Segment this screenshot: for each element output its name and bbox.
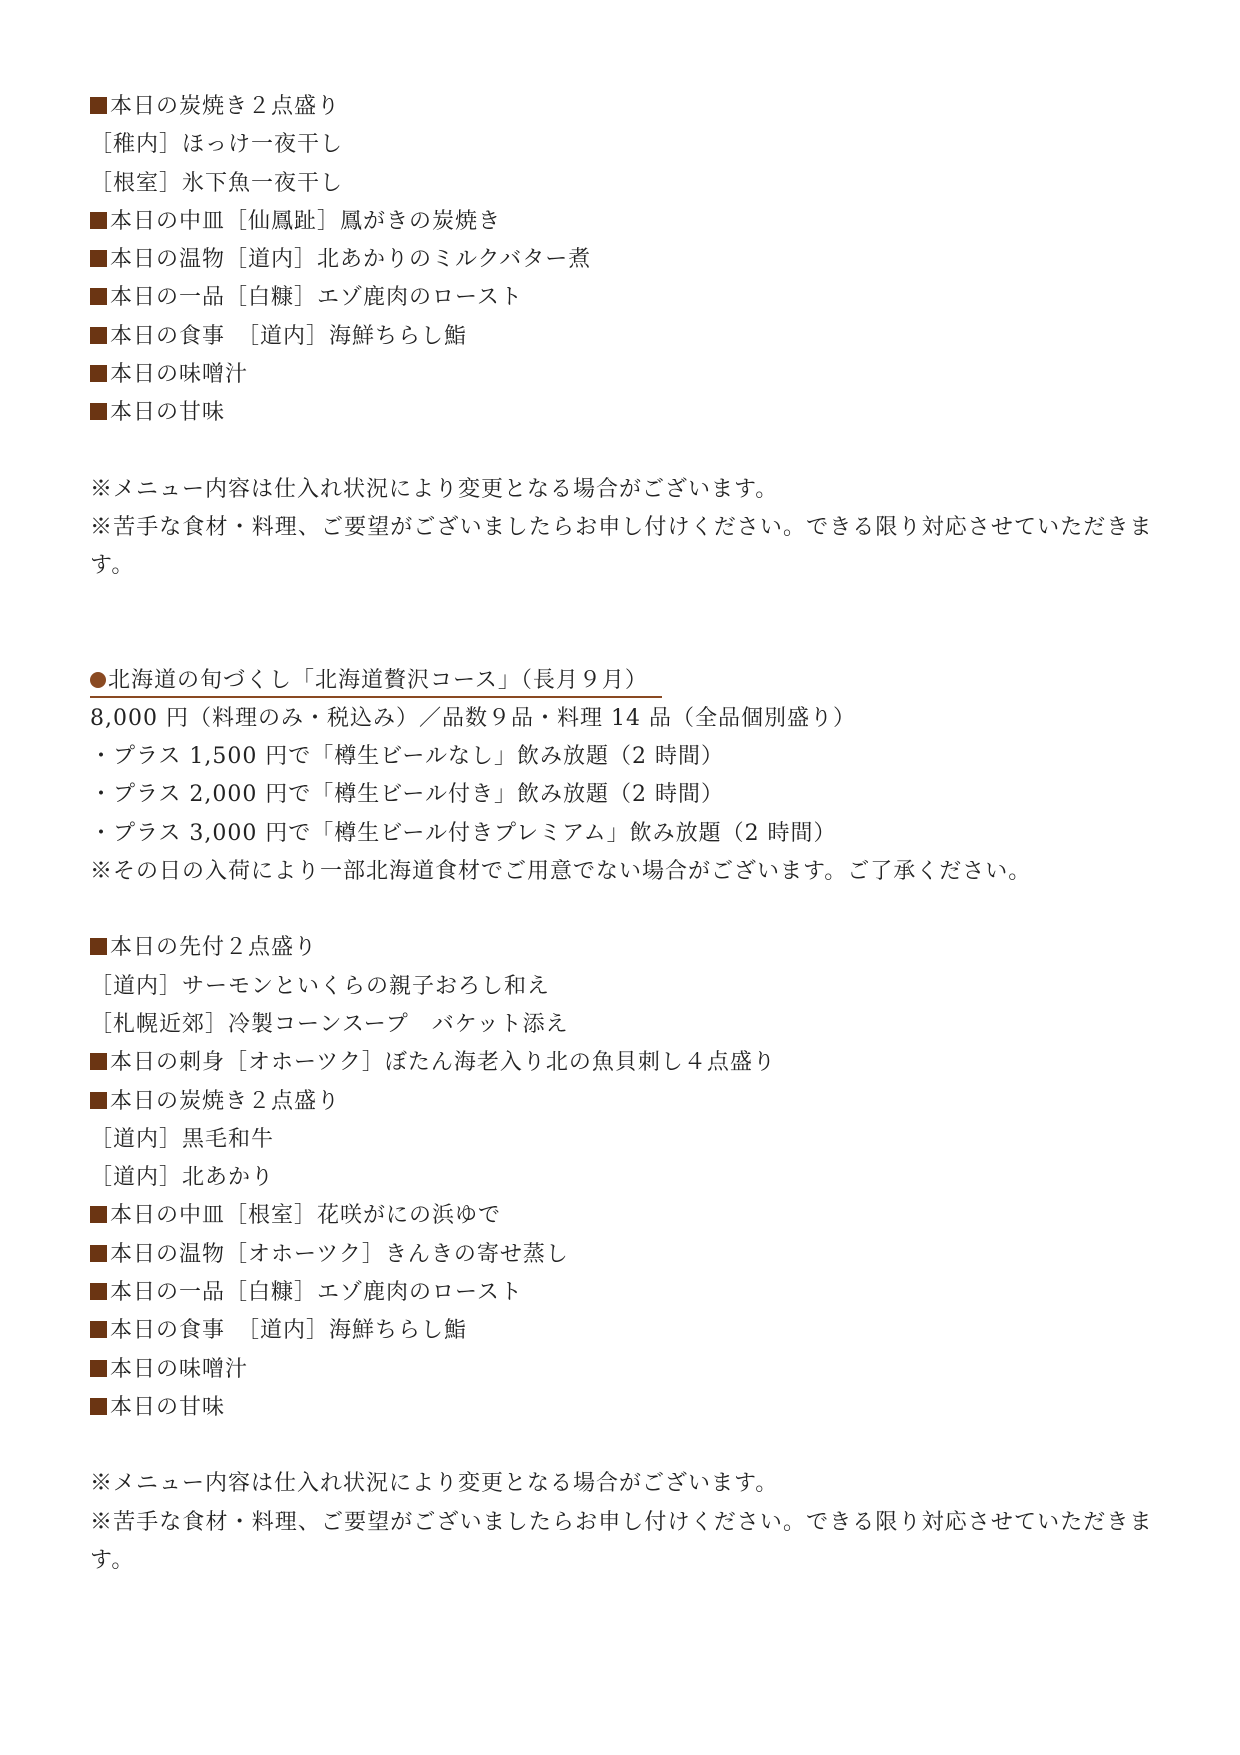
menu-item-text: 本日の炭焼き２点盛り — [110, 94, 341, 119]
circle-bullet-icon — [90, 672, 106, 688]
menu-subitem — [90, 165, 1160, 203]
menu-subitem — [90, 1006, 1160, 1044]
square-bullet-icon — [90, 938, 107, 955]
menu-item — [90, 1083, 1160, 1121]
menu-item — [90, 203, 1160, 241]
menu-item-text: 本日の味噌汁 — [110, 1356, 249, 1382]
menu-item — [90, 394, 1160, 432]
menu-item — [90, 1274, 1160, 1312]
square-bullet-icon — [90, 1398, 107, 1415]
menu-item-text: ［札幌近郊］冷製コーンスープ バケット添え — [90, 1011, 569, 1037]
menu-subitem — [90, 1121, 1160, 1159]
square-bullet-icon — [90, 1321, 107, 1338]
menu-item-text: ［道内］サーモンといくらの親子おろし和え — [90, 973, 551, 999]
menu-item-text: 本日の一品［白糠］エゾ鹿肉のロースト — [110, 285, 523, 311]
menu-item-text: 本日の中皿［仙鳳趾］鳳がきの炭焼き — [110, 208, 502, 234]
menu-item-text: 本日の温物［道内］北あかりのミルクバター煮 — [110, 247, 592, 273]
menu-item — [90, 318, 1160, 356]
square-bullet-icon — [90, 403, 107, 420]
menu-item-text: ［道内］北あかり — [90, 1165, 275, 1191]
menu-note: ※苦手な食材・料理、ご要望がございましたらお申し付けください。できる限り対応させていただきます。 — [90, 1509, 1153, 1573]
square-bullet-icon — [90, 1092, 107, 1109]
square-bullet-icon — [90, 288, 107, 305]
menu-item — [90, 241, 1160, 279]
menu-item — [90, 1044, 1160, 1082]
menu-item-text: ［根室］氷下魚一夜干し — [90, 170, 344, 196]
menu-item — [90, 1389, 1160, 1427]
menu-item — [90, 1197, 1160, 1235]
menu-item-text: ［道内］黒毛和牛 — [90, 1126, 275, 1152]
square-bullet-icon — [90, 1283, 107, 1300]
menu-note: ※メニュー内容は仕入れ状況により変更となる場合がございます。 — [90, 1471, 779, 1497]
drink-option: ・プラス 3,000 円で「樽生ビール付きプレミアム」飲み放題（2 時間） — [90, 820, 837, 846]
menu-item-text: 本日の中皿［根室］花咲がにの浜ゆで — [110, 1203, 502, 1229]
square-bullet-icon — [90, 365, 107, 382]
menu-item — [90, 1351, 1160, 1389]
menu-item-text: ［稚内］ほっけ一夜干し — [90, 132, 344, 158]
menu-item — [90, 929, 1160, 967]
menu-item — [90, 88, 1160, 126]
menu-item-text: 本日の食事 ［道内］海鮮ちらし鮨 — [110, 1318, 468, 1344]
menu-item — [90, 356, 1160, 394]
course-title-underline — [90, 666, 662, 698]
menu-subitem — [90, 126, 1160, 164]
square-bullet-icon — [90, 250, 107, 267]
menu-item — [90, 1236, 1160, 1274]
menu-item-text: 本日の温物［オホーツク］きんきの寄せ蒸し — [110, 1241, 569, 1267]
square-bullet-icon — [90, 212, 107, 229]
menu-item-text: 本日の食事 ［道内］海鮮ちらし鮨 — [110, 323, 468, 349]
course-title: 北海道の旬づくし「北海道贅沢コース」（長月９月） — [108, 667, 648, 693]
square-bullet-icon — [90, 1245, 107, 1262]
menu-subitem — [90, 968, 1160, 1006]
course-price: 8,000 円（料理のみ・税込み）／品数９品・料理 14 品（全品個別盛り） — [90, 705, 856, 731]
square-bullet-icon — [90, 1053, 107, 1070]
menu-document — [90, 88, 1160, 1580]
square-bullet-icon — [90, 1360, 107, 1377]
menu-item-text: 本日の味噌汁 — [110, 362, 249, 388]
drink-option: ・プラス 2,000 円で「樽生ビール付き」飲み放題（2 時間） — [90, 782, 724, 808]
square-bullet-icon — [90, 97, 107, 114]
stock-note: ※その日の入荷により一部北海道食材でご用意でない場合がございます。ご了承ください。 — [90, 859, 1032, 885]
menu-item-text: 本日の甘味 — [110, 400, 226, 426]
menu-item-text: 本日の一品［白糠］エゾ鹿肉のロースト — [110, 1280, 523, 1306]
menu-item-text: 本日の刺身［オホーツク］ぼたん海老入り北の魚貝刺し４点盛り — [110, 1050, 776, 1076]
menu-item-text: 本日の先付２点盛り — [110, 935, 318, 961]
square-bullet-icon — [90, 1206, 107, 1223]
menu-subitem — [90, 1159, 1160, 1197]
drink-option: ・プラス 1,500 円で「樽生ビールなし」飲み放題（2 時間） — [90, 744, 724, 770]
menu-note: ※メニュー内容は仕入れ状況により変更となる場合がございます。 — [90, 476, 779, 502]
menu-item-text: 本日の炭焼き２点盛り — [110, 1088, 341, 1114]
square-bullet-icon — [90, 327, 107, 344]
menu-item — [90, 279, 1160, 317]
menu-note: ※苦手な食材・料理、ご要望がございましたらお申し付けください。できる限り対応させていただきます。 — [90, 514, 1153, 579]
menu-item-text: 本日の甘味 — [110, 1394, 226, 1420]
menu-item — [90, 1312, 1160, 1350]
course-heading — [90, 662, 1160, 700]
